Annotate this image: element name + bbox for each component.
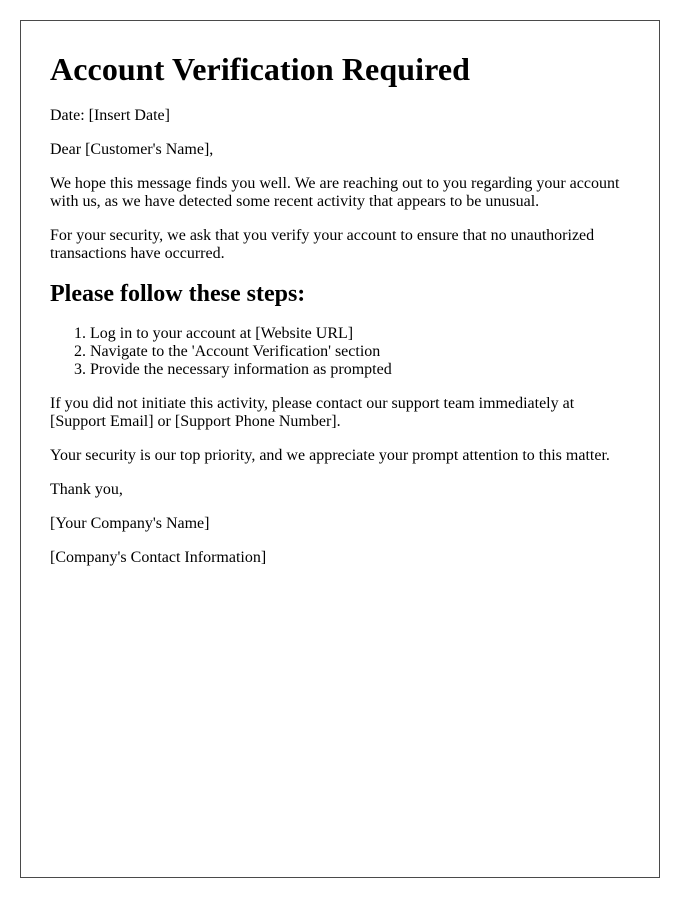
steps-list <box>50 325 634 379</box>
steps-heading: Please follow these steps: <box>50 281 306 307</box>
support-paragraph: If you did not initiate this activity, please contact our support team immediately at [Support Email] or [Support Phone Number]. <box>50 395 575 430</box>
letter-title: Account Verification Required <box>50 51 471 87</box>
salutation: Dear [Customer's Name], <box>50 141 214 158</box>
date-line: Date: [Insert Date] <box>50 107 170 124</box>
letter-frame <box>20 20 660 878</box>
security-paragraph: For your security, we ask that you verify your account to ensure that no unauthorized transactions have occurred. <box>50 227 595 262</box>
letter-content <box>50 49 634 583</box>
company-name: [Your Company's Name] <box>50 515 210 532</box>
intro-paragraph: We hope this message finds you well. We are reaching out to you regarding your account with us, as we have detected some recent activity that appears to be unusual. <box>50 175 620 210</box>
company-contact: [Company's Contact Information] <box>50 549 267 566</box>
step-item: 2. Navigate to the 'Account Verification' section <box>90 343 634 361</box>
step-item: 3. Provide the necessary information as prompted <box>90 361 634 379</box>
step-item: 1. Log in to your account at [Website URL] <box>90 325 634 343</box>
closing: Thank you, <box>50 481 123 498</box>
priority-paragraph: Your security is our top priority, and we appreciate your prompt attention to this matter. <box>50 447 610 464</box>
